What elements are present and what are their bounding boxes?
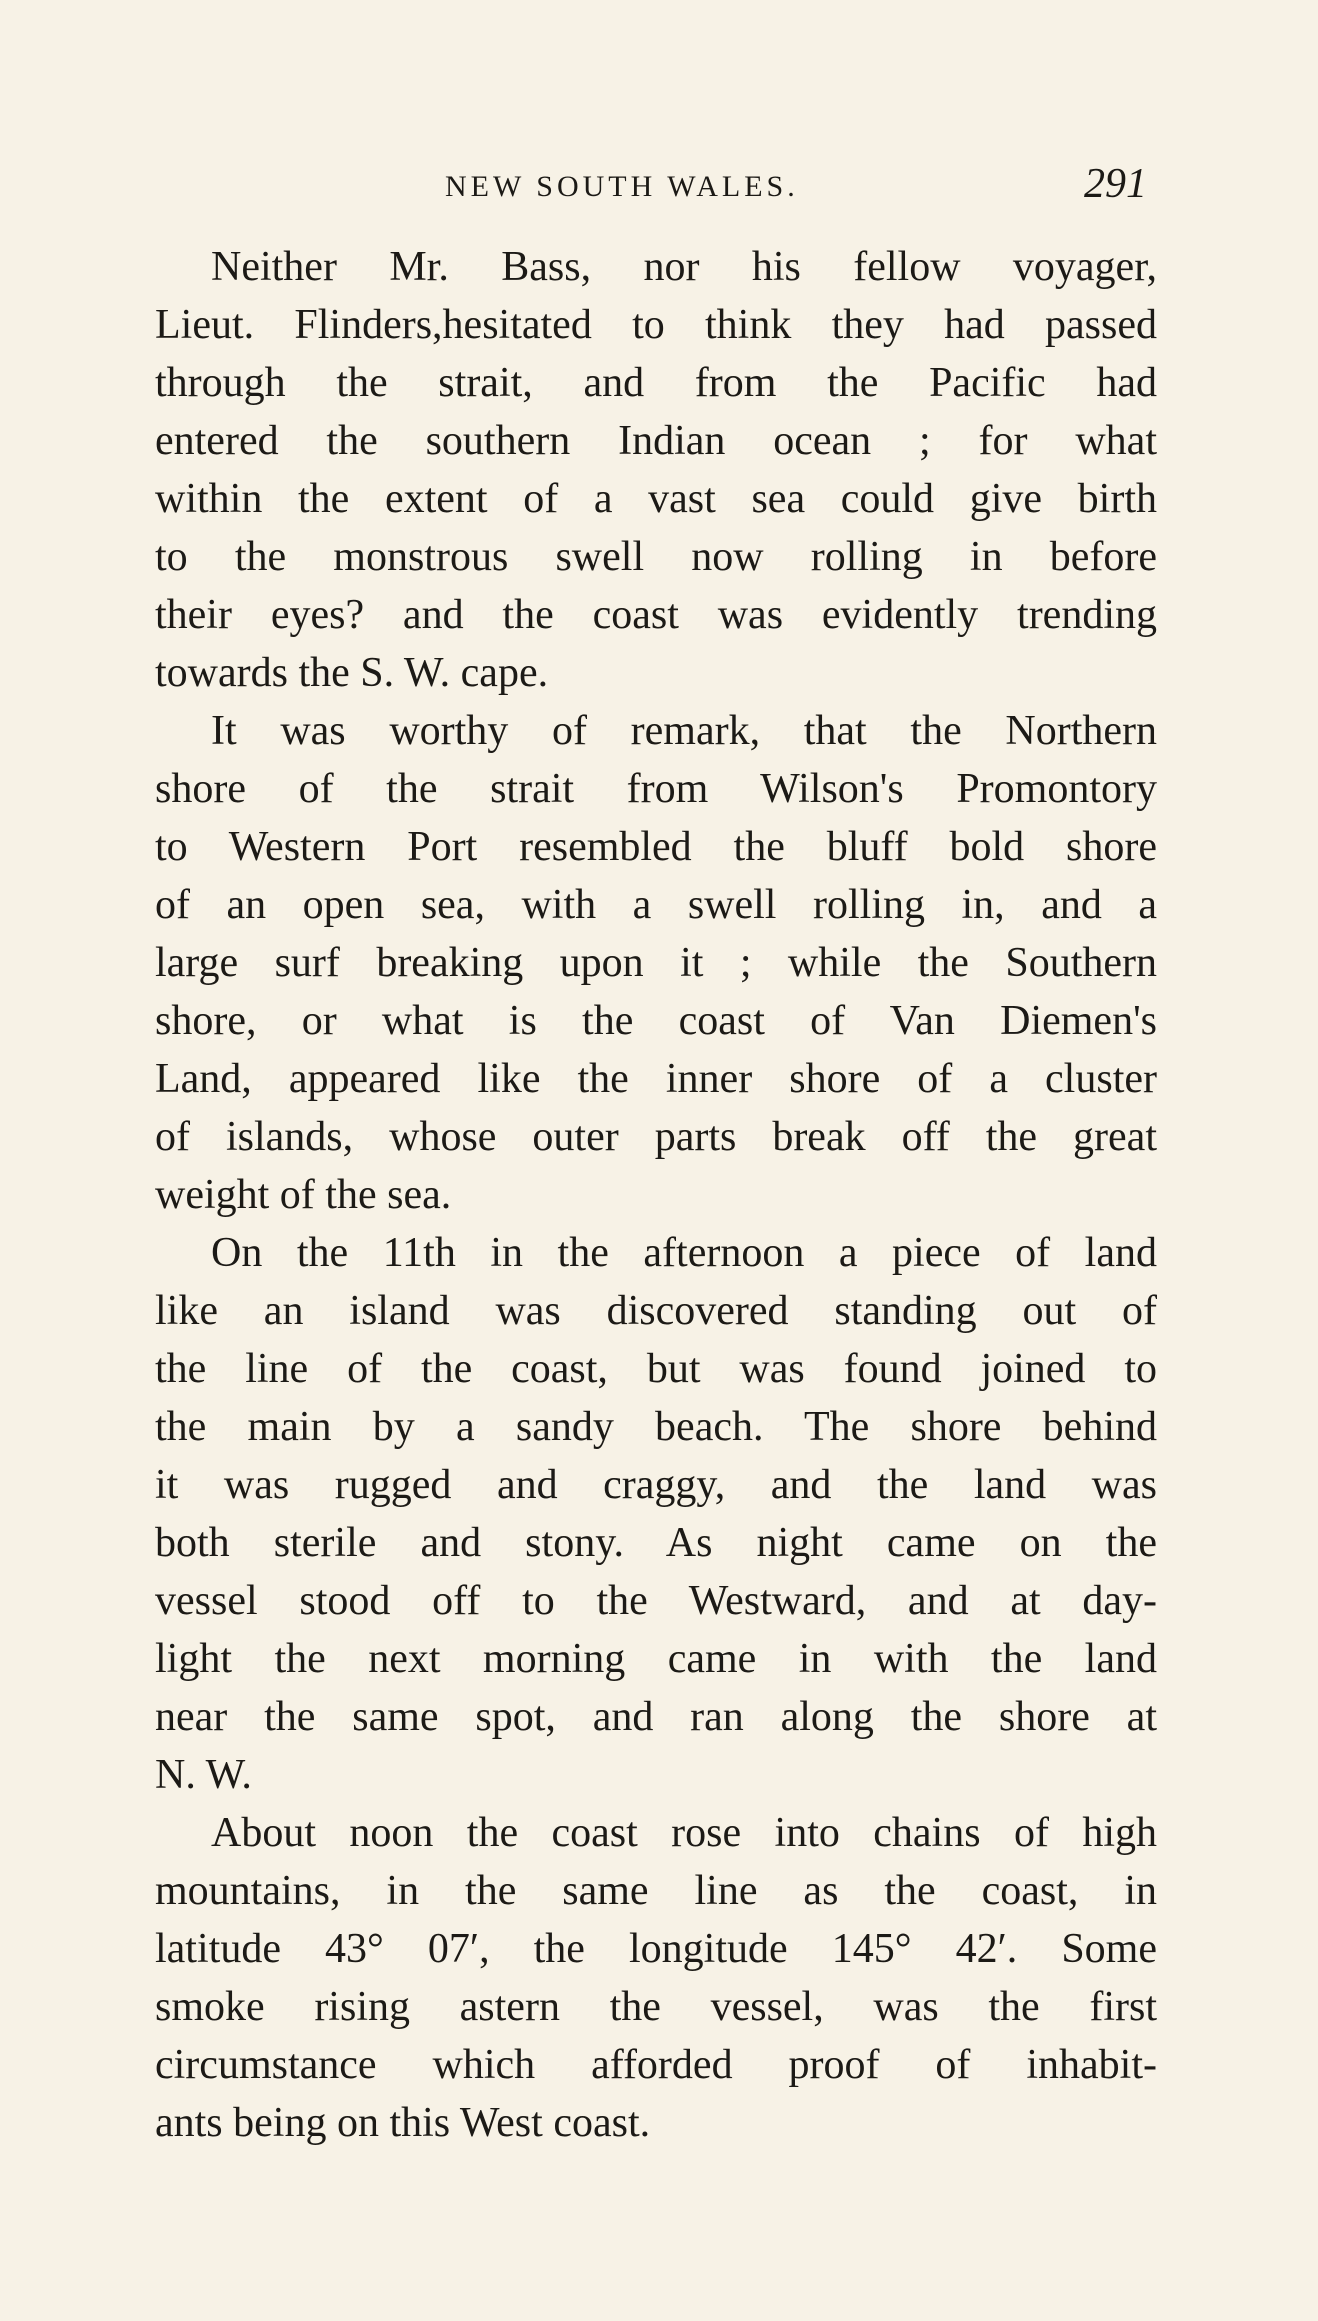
body-text xyxy=(155,238,1157,2152)
text-line: Land, appeared like the inner shore of a cluster xyxy=(155,1056,1157,1102)
text-line: N. W. xyxy=(155,1752,252,1798)
text-line: weight of the sea. xyxy=(155,1172,452,1218)
text-line: within the extent of a vast sea could give birth xyxy=(155,476,1157,522)
text-line: of islands, whose outer parts break off the great xyxy=(155,1114,1157,1160)
text-line: of an open sea, with a swell rolling in, and a xyxy=(155,882,1157,928)
text-line: mountains, in the same line as the coast, in xyxy=(155,1868,1157,1914)
text-line: like an island was discovered standing out of xyxy=(155,1288,1157,1334)
text-line: smoke rising astern the vessel, was the first xyxy=(155,1984,1157,2030)
text-line: large surf breaking upon it ; while the Southern xyxy=(155,940,1157,986)
text-line: to Western Port resembled the bluff bold shore xyxy=(155,824,1157,870)
text-line: light the next morning came in with the land xyxy=(155,1636,1157,1682)
text-line: Neither Mr. Bass, nor his fellow voyager, xyxy=(211,244,1157,290)
text-line: shore, or what is the coast of Van Diemen's xyxy=(155,998,1157,1044)
text-line: ants being on this West coast. xyxy=(155,2100,651,2146)
text-line: entered the southern Indian ocean ; for what xyxy=(155,418,1157,464)
text-line: Lieut. Flinders,hesitated to think they had passed xyxy=(155,302,1157,348)
text-line: shore of the strait from Wilson's Promontory xyxy=(155,766,1157,812)
text-line: circumstance which afforded proof of inhabit- xyxy=(155,2042,1157,2088)
running-head: NEW SOUTH WALES. xyxy=(445,170,799,203)
text-line: towards the S. W. cape. xyxy=(155,650,549,696)
text-line: to the monstrous swell now rolling in before xyxy=(155,534,1157,580)
text-line: through the strait, and from the Pacific had xyxy=(155,360,1157,406)
text-line: both sterile and stony. As night came on the xyxy=(155,1520,1157,1566)
text-line: About noon the coast rose into chains of high xyxy=(211,1810,1157,1856)
text-line: vessel stood off to the Westward, and at day- xyxy=(155,1578,1157,1624)
page-header xyxy=(150,160,1150,210)
page-number: 291 xyxy=(1084,161,1147,207)
text-line: On the 11th in the afternoon a piece of land xyxy=(211,1230,1157,1276)
text-line: latitude 43° 07′, the longitude 145° 42′. Some xyxy=(155,1926,1157,1972)
text-line: near the same spot, and ran along the shore at xyxy=(155,1694,1157,1740)
text-line: their eyes? and the coast was evidently trending xyxy=(155,592,1157,638)
text-line: It was worthy of remark, that the Northern xyxy=(211,708,1157,754)
text-line: the main by a sandy beach. The shore behind xyxy=(155,1404,1157,1450)
text-line: it was rugged and craggy, and the land was xyxy=(155,1462,1157,1508)
text-line: the line of the coast, but was found joined to xyxy=(155,1346,1157,1392)
